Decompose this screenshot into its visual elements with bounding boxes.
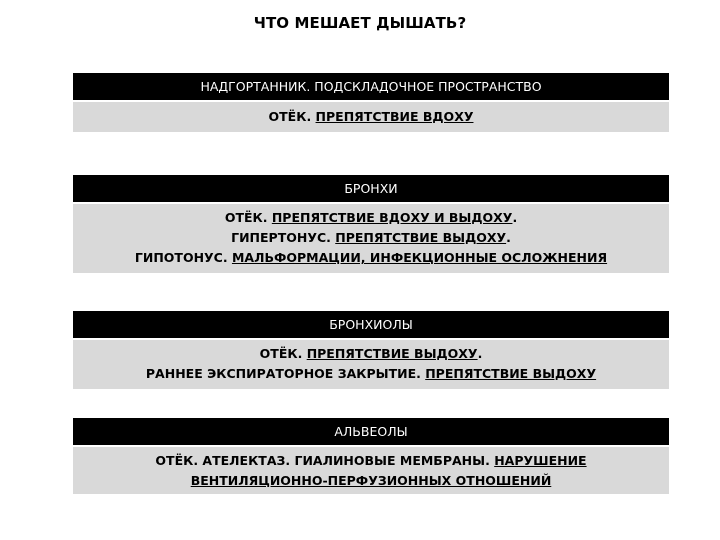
section-line: ГИПЕРТОНУС. ПРЕПЯТСТВИЕ ВЫДОХУ. (231, 230, 511, 245)
section-body (73, 338, 669, 389)
section-line: ГИПОТОНУС. МАЛЬФОРМАЦИИ, ИНФЕКЦИОННЫЕ ОСЛОЖНЕНИЯ (134, 250, 608, 265)
section-header: АЛЬВЕОЛЫ (73, 418, 669, 445)
section-header: БРОНХИОЛЫ (73, 311, 669, 338)
section-body (73, 445, 669, 494)
section-body (73, 100, 669, 132)
section-line: ОТЁК. АТЕЛЕКТАЗ. ГИАЛИНОВЫЕ МЕМБРАНЫ. НАРУШЕНИЕ (155, 453, 587, 468)
section-bronkhioly (73, 311, 669, 389)
section-line: ВЕНТИЛЯЦИОННО-ПЕРФУЗИОННЫХ ОТНОШЕНИЙ (190, 473, 552, 488)
section-line: ОТЁК. ПРЕПЯТСТВИЕ ВЫДОХУ. (259, 346, 483, 361)
section-bronkhi (73, 175, 669, 273)
section-nadgortannik (73, 73, 669, 132)
section-header: БРОНХИ (73, 175, 669, 202)
section-body (73, 202, 669, 273)
page-title: ЧТО МЕШАЕТ ДЫШАТЬ? (253, 14, 467, 32)
section-line: РАННЕЕ ЭКСПИРАТОРНОЕ ЗАКРЫТИЕ. ПРЕПЯТСТВИЕ ВЫДОХУ (145, 366, 597, 381)
section-line: ОТЁК. ПРЕПЯТСТВИЕ ВДОХУ (268, 109, 474, 124)
section-line: ОТЁК. ПРЕПЯТСТВИЕ ВДОХУ И ВЫДОХУ. (224, 210, 518, 225)
section-alveoly (73, 418, 669, 494)
section-header: НАДГОРТАННИК. ПОДСКЛАДОЧНОЕ ПРОСТРАНСТВО (73, 73, 669, 100)
